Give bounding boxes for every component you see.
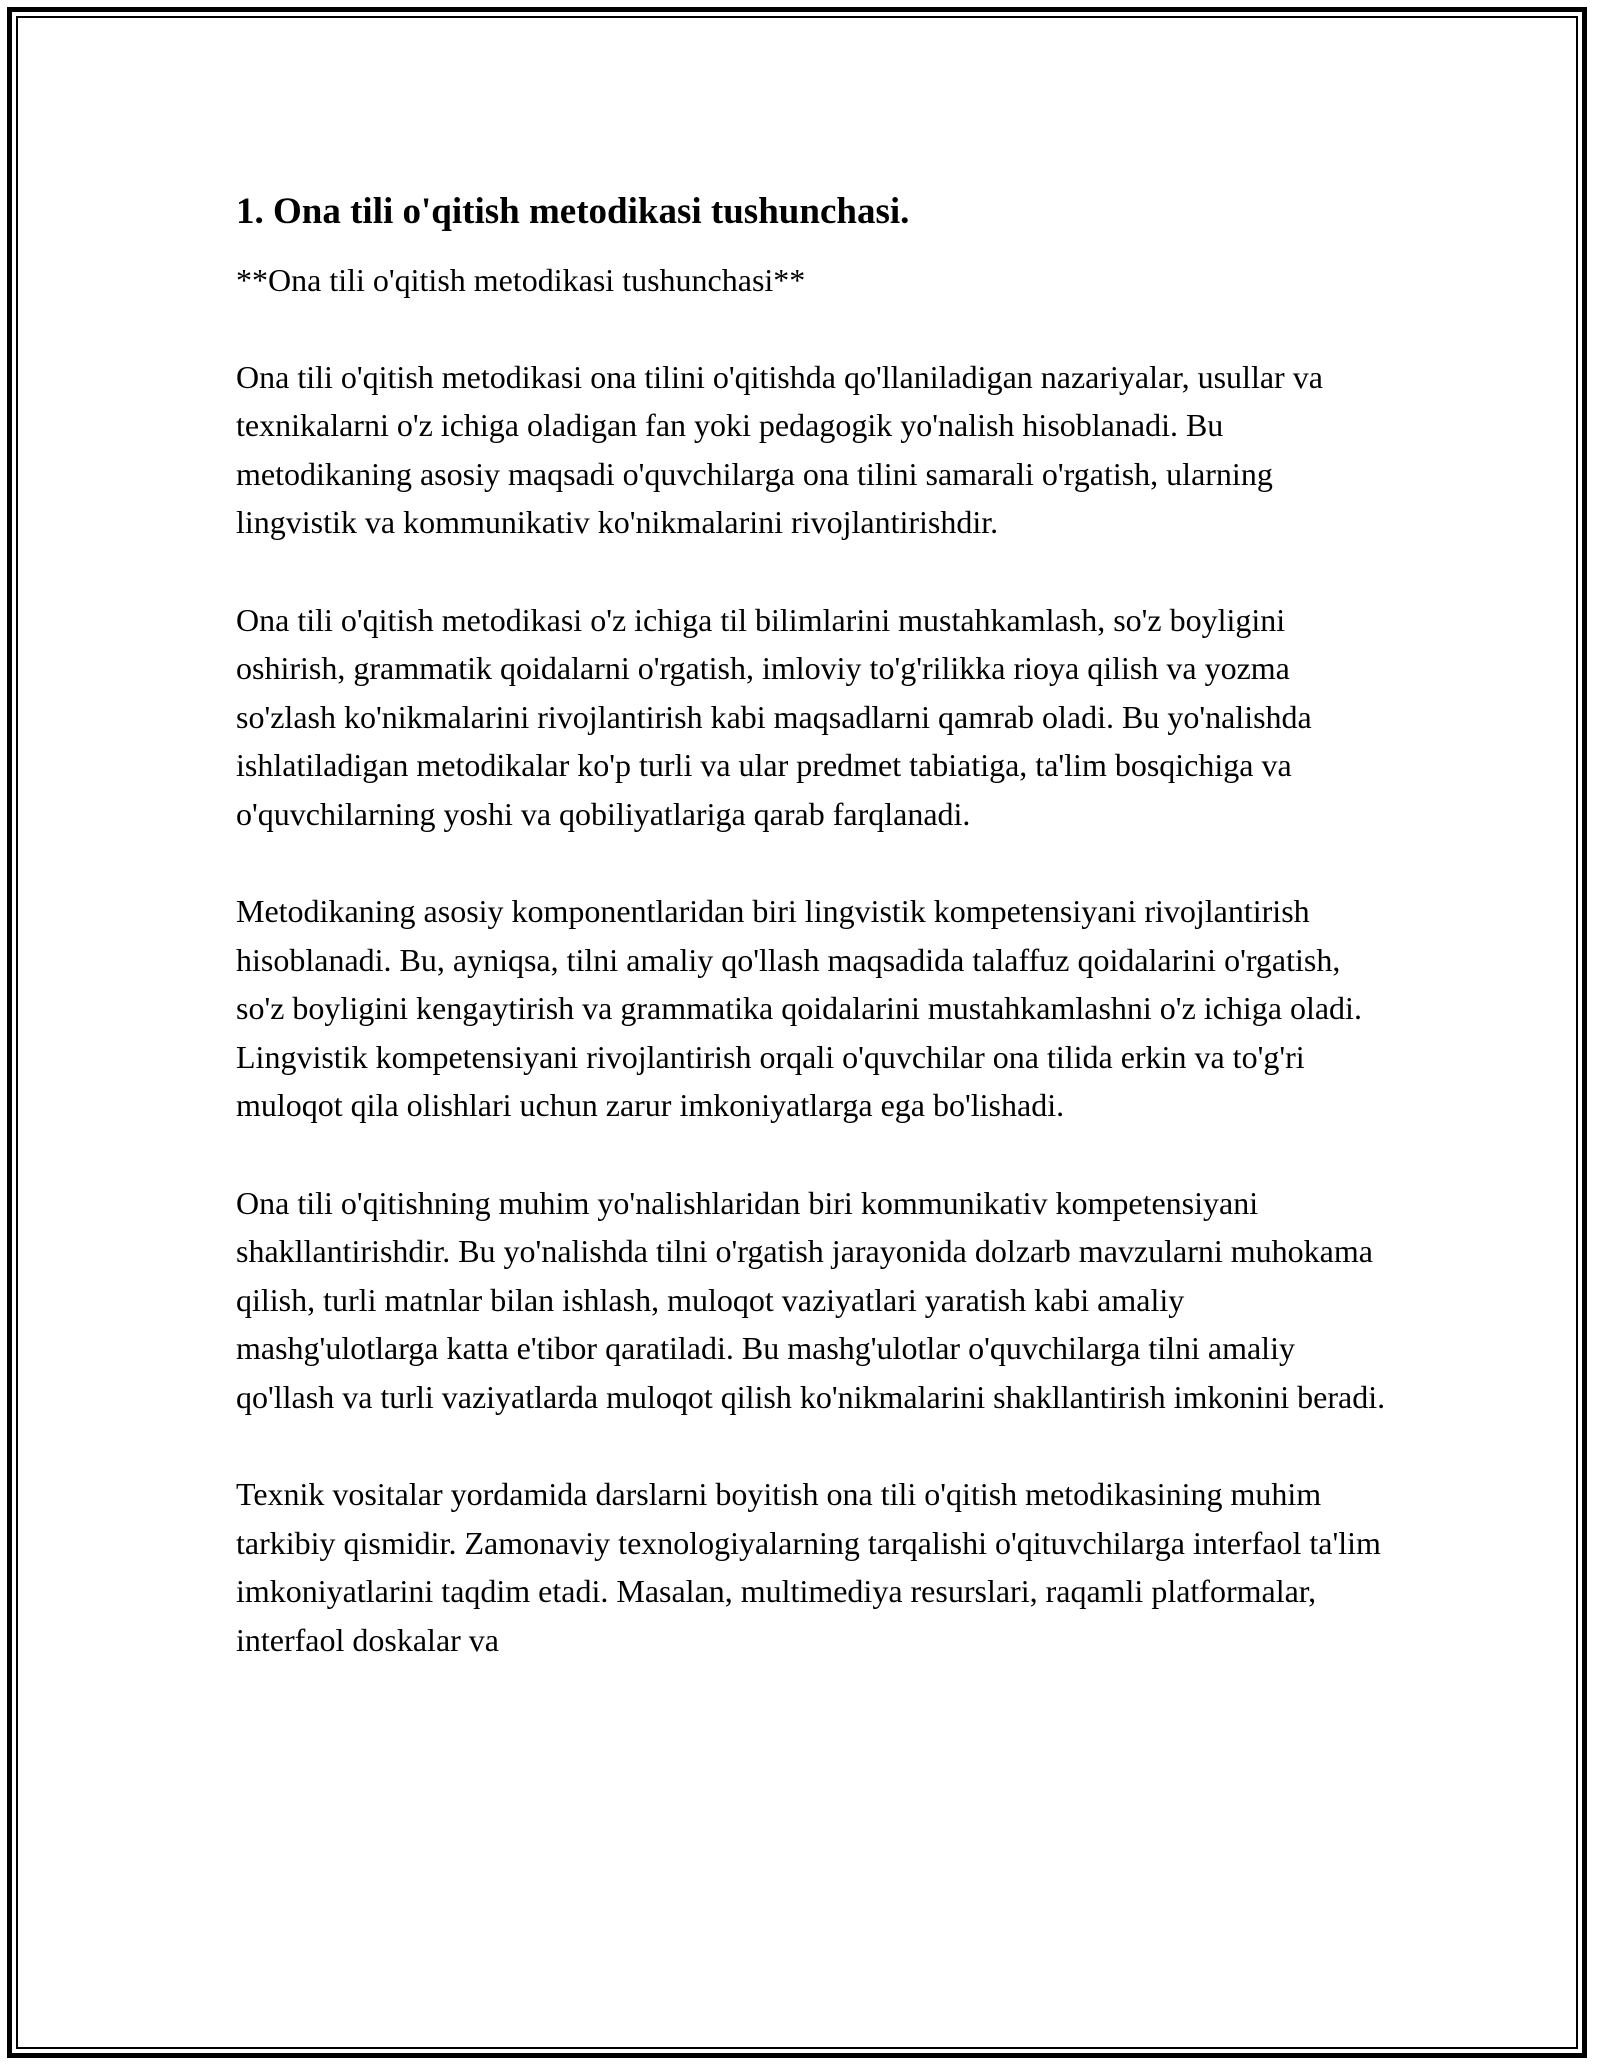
paragraph-1: Ona tili o'qitish metodikasi ona tilini o'qitishda qo'llaniladigan nazariyalar, usullar va texnikalarni o'z ichiga oladigan fan yoki pedagogik yo'nalish hisoblanadi. Bu metodikaning asosiy maqsadi o'quvchilarga ona tilini samarali o'rgatish, ularning lingvistik va kommunikativ ko'nikmalarini rivojlantirishdir.	[236, 358, 1323, 540]
paragraph-2: Ona tili o'qitish metodikasi o'z ichiga til bilimlarini mustahkamlash, so'z boyligini oshirish, grammatik qoidalarni o'rgatish, imloviy to'g'rilikka rioya qilish va yozma so'zlash ko'nikmalarini rivojlantirish kabi maqsadlarni qamrab oladi. Bu yo'nalishda ishlatiladigan metodikalar ko'p turli va ular predmet tabiatiga, ta'lim bosqichiga va o'quvchilarning yoshi va qobiliyatlariga qarab farqlanadi.	[236, 601, 1312, 832]
document-body	[236, 188, 1386, 1664]
paragraph-3: Metodikaning asosiy komponentlaridan biri lingvistik kompetensiyani rivojlantirish hisoblanadi. Bu, ayniqsa, tilni amaliy qo'llash maqsadida talaffuz qoidalarini o'rgatish, so'z boyligini kengaytirish va grammatika qoidalarini mustahkamlashni o'z ichiga oladi. Lingvistik kompetensiyani rivojlantirish orqali o'quvchilar ona tilida erkin va to'g'ri muloqot qila olishlari uchun zarur imkoniyatlarga ega bo'lishadi.	[236, 893, 1362, 1123]
section-heading: 1. Ona tili o'qitish metodikasi tushunchasi.	[236, 191, 910, 232]
paragraph-4: Ona tili o'qitishning muhim yo'nalishlaridan biri kommunikativ kompetensiyani shakllantirishdir. Bu yo'nalishda tilni o'rgatish jarayonida dolzarb mavzularni muhokama qilish, turli matnlar bilan ishlash, muloqot vaziyatlari yaratish kabi amaliy mashg'ulotlarga katta e'tibor qaratiladi. Bu mashg'ulotlar o'quvchilarga tilni amaliy qo'llash va turli vaziyatlarda muloqot qilish ko'nikmalarini shakllantirish imkonini beradi.	[236, 1184, 1386, 1415]
paragraph-5: Texnik vositalar yordamida darslarni boyitish ona tili o'qitish metodikasining muhim tarkibiy qismidir. Zamonaviy texnologiyalarning tarqalishi o'qituvchilarga interfaol ta'lim imkoniyatlarini taqdim etadi. Masalan, multimediya resurslari, raqamli platformalar, interfaol doskalar va	[236, 1476, 1381, 1658]
section-subtitle: **Ona tili o'qitish metodikasi tushunchasi**	[236, 262, 806, 298]
